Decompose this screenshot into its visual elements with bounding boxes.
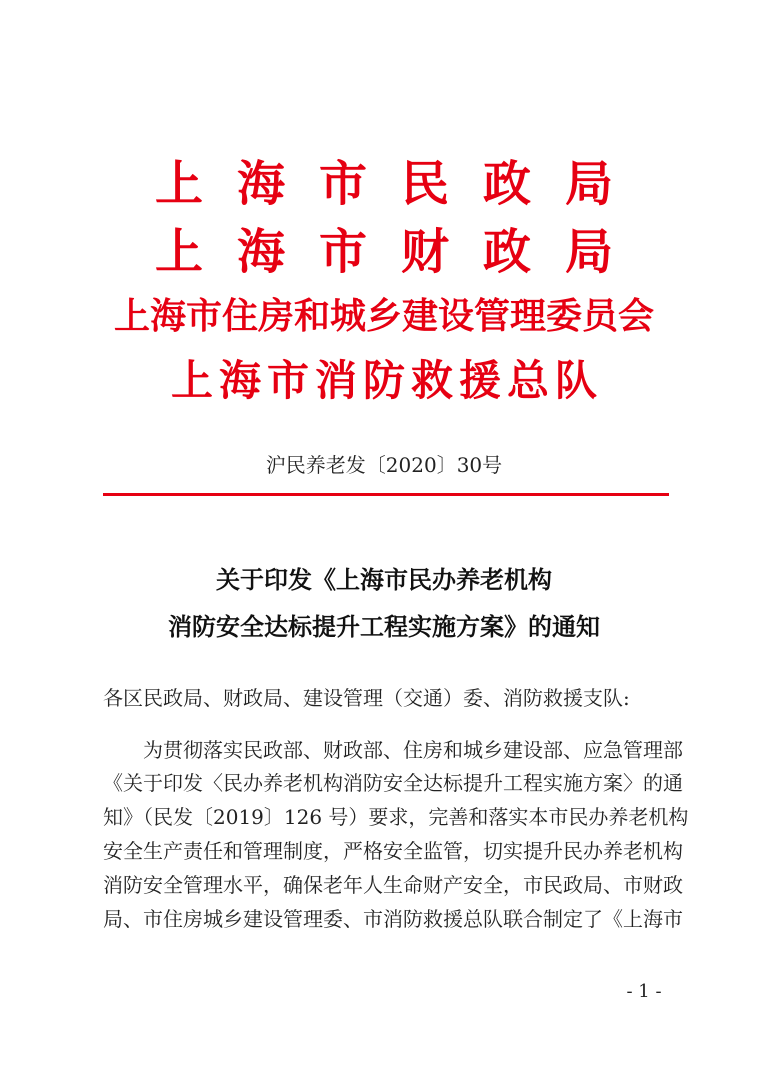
issuer-civil-affairs: 上海市民政局 (154, 156, 647, 212)
issuer-fire-rescue: 上海市消防救援总队 (170, 356, 603, 405)
document-title-line-1: 关于印发《上海市民办养老机构 (216, 566, 552, 594)
body-line: 消防安全管理水平，确保老年人生命财产安全，市民政局、市财政 (103, 873, 683, 897)
body-line: 《关于印发〈民办养老机构消防安全达标提升工程实施方案〉的通 (103, 771, 683, 795)
document-number: 沪民养老发〔2020〕30号 (265, 453, 503, 477)
page-number: - 1 - (626, 981, 662, 1002)
issuer-housing-construction: 上海市住房和城乡建设管理委员会 (113, 295, 654, 337)
body-line: 知》（民发〔2019〕126 号）要求，完善和落实本市民办养老机构 (103, 805, 689, 829)
salutation: 各区民政局、财政局、建设管理（交通）委、消防救援支队: (103, 686, 630, 710)
red-divider (103, 493, 669, 496)
document-title-line-2: 消防安全达标提升工程实施方案》的通知 (168, 613, 600, 641)
body-line: 局、市住房城乡建设管理委、市消防救援总队联合制定了《上海市 (103, 907, 683, 931)
body-line: 安全生产责任和管理制度，严格安全监管，切实提升民办养老机构 (103, 839, 683, 863)
issuer-finance: 上海市财政局 (154, 224, 647, 280)
body-line: 为贯彻落实民政部、财政部、住房和城乡建设部、应急管理部 (143, 738, 683, 762)
